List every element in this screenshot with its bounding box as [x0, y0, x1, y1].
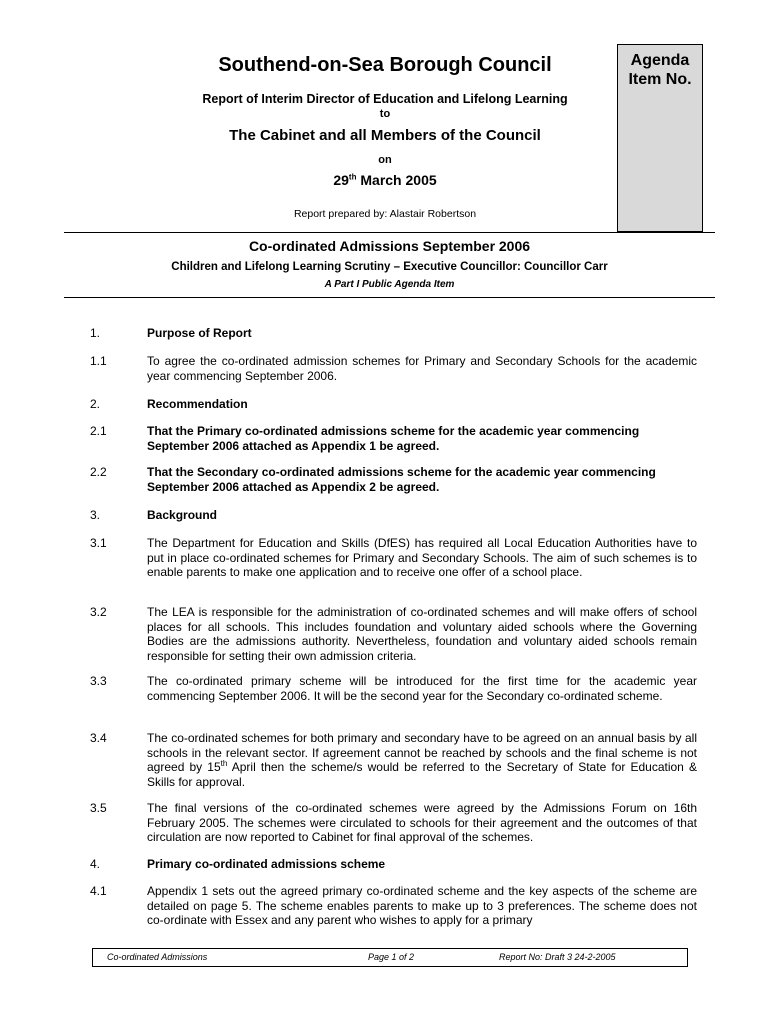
agenda-label	[618, 51, 702, 89]
day-suffix: th	[220, 759, 228, 768]
paragraph-text: The final versions of the co-ordinated schemes were agreed by the Admissions Forum on 16th February 2005. The schemes were circulated to schools for their agreement and the outcomes of that circulation are now reported to Cabinet for final approval of the schemes.	[147, 801, 697, 844]
agenda-line-2: Item No.	[628, 71, 692, 88]
date-suffix: th	[348, 172, 357, 182]
paragraph-number: 3.4	[90, 731, 107, 745]
paragraph-number: 4.1	[90, 884, 107, 898]
paragraph-number: 3.3	[90, 674, 107, 688]
divider-bottom	[64, 297, 715, 298]
paragraph-text: To agree the co-ordinated admission schemes for Primary and Secondary Schools for the academic year commencing September 2006.	[147, 354, 697, 383]
paragraph-text: The LEA is responsible for the administration of co-ordinated schemes and will make offers of school places for all schools. This includes foundation and voluntary aided schools where the Governing Bodies are the admissions authority. Nevertheless, foundation and voluntary aided schools remain responsible for setting their own admission criteria.	[147, 605, 697, 663]
section-heading: Primary co-ordinated admissions scheme	[147, 857, 386, 871]
part-line: A Part I Public Agenda Item	[324, 279, 455, 290]
audience: The Cabinet and all Members of the Council	[229, 127, 541, 144]
section-heading: Recommendation	[147, 397, 248, 411]
section-number: 4.	[90, 857, 101, 871]
recommendation-text: That the Secondary co-ordinated admissions scheme for the academic year commencing September 2006 attached as Appendix 2 be agreed.	[147, 465, 656, 494]
report-date	[140, 172, 630, 188]
agenda-line-1: Agenda	[630, 52, 690, 69]
to-label: to	[379, 108, 391, 120]
paragraph-text: The co-ordinated primary scheme will be introduced for the first time for the academic year commencing September 2006. It will be the second year for the Secondary co-ordinated scheme.	[147, 674, 697, 703]
footer-document-name: Co-ordinated Admissions	[107, 952, 208, 962]
section-heading: Purpose of Report	[147, 326, 252, 340]
council-title: Southend-on-Sea Borough Council	[218, 54, 552, 76]
section-number: 1.	[90, 326, 101, 340]
paragraph-text: Appendix 1 sets out the agreed primary co-ordinated scheme and the key aspects of the scheme are detailed on page 5. The scheme enables parents to make up to 3 preferences. The scheme does not co-ordinate with Essex and any parent who wishes to apply for a primary	[147, 884, 697, 927]
paragraph-number: 3.2	[90, 605, 107, 619]
footer-report-number: Report No: Draft 3 24-2-2005	[499, 952, 616, 962]
report-of: Report of Interim Director of Education and Lifelong Learning	[202, 92, 568, 106]
paragraph-text-part: The co-ordinated schemes for both primary and secondary have to be agreed on an annual basis by all schools in the relevant sector. If agreement cannot be reached by schools and the final scheme is not agreed by 15	[147, 731, 697, 774]
on-label: on	[378, 154, 392, 166]
date-day: 29	[333, 172, 349, 188]
paragraph-number: 2.1	[90, 424, 107, 438]
date-month-year: March 2005	[356, 172, 437, 188]
section-number: 2.	[90, 397, 101, 411]
paragraph-text: The Department for Education and Skills (DfES) has required all Local Education Authorities have to put in place co-ordinated schemes for Primary and Secondary Schools. The aim of such schemes is to enable parents to make one application and to receive one offer of a school place.	[147, 536, 697, 579]
scrutiny-line: Children and Lifelong Learning Scrutiny – Executive Councillor: Councillor Carr	[171, 261, 608, 273]
paragraph-number: 2.2	[90, 465, 107, 479]
section-heading: Background	[147, 508, 218, 522]
footer-page-number: Page 1 of 2	[368, 952, 415, 962]
page-footer	[92, 948, 688, 967]
paragraph-text-part: April then the scheme/s would be referred to the Secretary of State for Education & Skills for approval.	[147, 760, 697, 789]
paragraph-number: 3.5	[90, 801, 107, 815]
paragraph-number: 1.1	[90, 354, 107, 368]
section-number: 3.	[90, 508, 101, 522]
recommendation-text: That the Primary co-ordinated admissions scheme for the academic year commencing September 2006 attached as Appendix 1 be agreed.	[147, 424, 640, 453]
paragraph-text	[147, 731, 697, 789]
prepared-by: Report prepared by: Alastair Robertson	[293, 208, 477, 220]
paragraph-number: 3.1	[90, 536, 107, 550]
subject-title: Co-ordinated Admissions September 2006	[248, 238, 531, 254]
divider-top	[64, 232, 715, 233]
